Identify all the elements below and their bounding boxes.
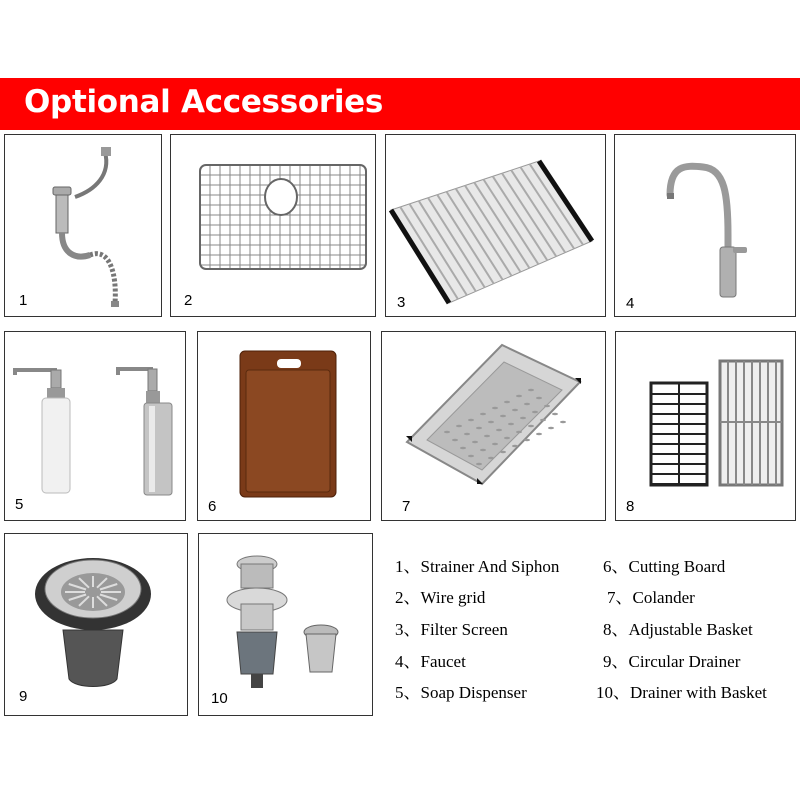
legend-item-1: 1、Strainer And Siphon (395, 557, 560, 576)
panel-number: 7 (402, 498, 411, 515)
cutting-board-icon (198, 332, 371, 521)
panel-7 (381, 331, 606, 521)
faucet-icon (615, 135, 796, 317)
panel-5 (4, 331, 186, 521)
panel-9 (4, 533, 188, 716)
panel-6 (197, 331, 371, 521)
panel-number: 5 (15, 496, 24, 513)
panel-number: 10 (211, 690, 228, 707)
panel-number: 2 (184, 292, 193, 309)
panel-number: 4 (626, 295, 635, 312)
legend-item-3: 3、Filter Screen (395, 620, 508, 639)
panel-number: 1 (19, 292, 28, 309)
legend-item-10: 10、Drainer with Basket (596, 683, 767, 702)
panel-2 (170, 134, 376, 317)
panel-1 (4, 134, 162, 317)
adjustable-basket-icon (616, 332, 796, 521)
legend-item-6: 6、Cutting Board (603, 557, 726, 576)
legend-item-2: 2、Wire grid (395, 588, 486, 607)
panel-10 (198, 533, 373, 716)
filter-screen-icon (386, 135, 606, 317)
header-banner (0, 78, 800, 130)
panel-4 (614, 134, 796, 317)
strainer-siphon-icon (5, 135, 162, 317)
legend-item-4: 4、Faucet (395, 652, 466, 671)
legend-item-5: 5、Soap Dispenser (395, 683, 527, 702)
legend-item-9: 9、Circular Drainer (603, 652, 741, 671)
wire-grid-icon (171, 135, 376, 317)
circular-drainer-icon (5, 534, 188, 716)
panel-number: 6 (208, 498, 217, 515)
page-title: Optional Accessories (24, 84, 384, 120)
panel-3 (385, 134, 606, 317)
drainer-basket-icon (199, 534, 373, 716)
accessory-legend (395, 548, 800, 708)
panel-number: 8 (626, 498, 635, 515)
panel-number: 9 (19, 688, 28, 705)
colander-icon (382, 332, 606, 521)
panel-8 (615, 331, 796, 521)
panel-number: 3 (397, 294, 406, 311)
soap-dispenser-icon (5, 332, 186, 521)
legend-item-8: 8、Adjustable Basket (603, 620, 753, 639)
legend-item-7: 7、Colander (607, 588, 695, 607)
